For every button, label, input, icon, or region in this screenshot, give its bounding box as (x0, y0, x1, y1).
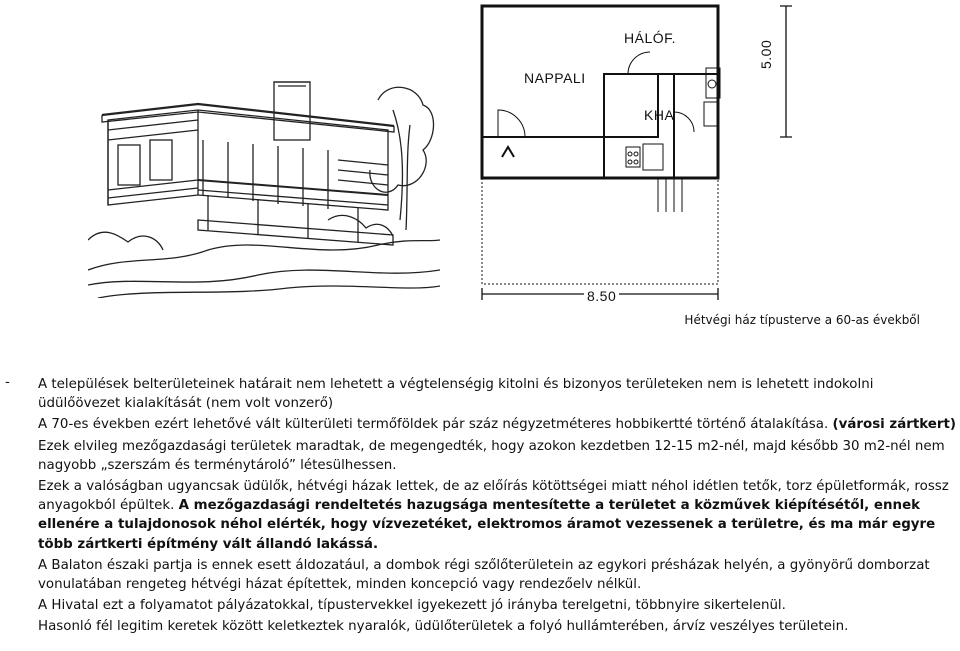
body-text (38, 375, 956, 639)
paragraph-1: A települések belterületeinek határait nem lehetett a végtelenségig kitolni és bizonyos területeken nem is lehetett indokolni üdülőövezet kialakítását (nem volt vonzerő) (38, 377, 874, 412)
plan-label-kitchen: KHA (644, 107, 675, 123)
paragraph-2-bold: (városi zártkert) (832, 417, 956, 433)
paragraph-2-text: A 70-es években ezért lehetővé vált külterületi termőföldek pár száz négyzetméteres hobbikertté történő átalakítása. (38, 417, 833, 433)
floor-plan-drawing (478, 2, 798, 307)
floor-plan (478, 2, 798, 307)
house-sketch-illustration (88, 70, 440, 298)
paragraph-4 (38, 477, 956, 554)
plan-label-living: NAPPALI (524, 70, 586, 86)
paragraph-4-bold: A mezőgazdasági rendeltetés hazugsága mentesítette a területet a közművek kiépítésétől, ennek ellenére a tulajdonosok néhol elérték, hogy vízvezetéket, elektromos áramot vezessenek a területre, és ma már egyre több zártkerti építmény vált állandó lakássá. (38, 498, 936, 552)
plan-dimension-depth: 5.00 (758, 37, 774, 72)
paragraph-5: A Balaton északi partja is ennek esett áldozatául, a dombok régi szőlőterületein az egykori présházak helyén, a gyönyörű domborzat vonulatában rengeteg hétvégi házat építettek, minden koncepció vagy rendezőelv nélkül. (38, 557, 930, 593)
figure-caption: Hétvégi ház típusterve a 60-as évekből (684, 313, 920, 327)
list-bullet: - (5, 375, 10, 390)
paragraph-3: Ezek elvileg mezőgazdasági területek maradtak, de megengedték, hogy azokon kezdetben 12-15 m2-nél, majd később 30 m2-nél nem nagyobb „szerszám és terménytároló” létesülhessen. (38, 438, 945, 473)
plan-dimension-width: 8.50 (584, 288, 619, 304)
paragraph-7: Hasonló fél legitim keretek között keletkeztek nyaralók, üdülőterületek a folyó hullámterében, árvíz veszélyes területein. (38, 619, 849, 635)
paragraph-6: A Hivatal ezt a folyamatot pályázatokkal, típustervekkel igyekezett jó irányba terelgetni, többnyire sikertelenül. (38, 598, 786, 614)
paragraph-4-text: Ezek a valóságban ugyancsak üdülők, hétvégi házak lettek, de az előírás kötöttségei miatt néhol idétlen tetők, torz épületformák, rossz anyagokból épültek. (38, 479, 949, 514)
plan-label-bedroom: HÁLÓF. (624, 30, 677, 46)
paragraph-2 (38, 415, 956, 434)
